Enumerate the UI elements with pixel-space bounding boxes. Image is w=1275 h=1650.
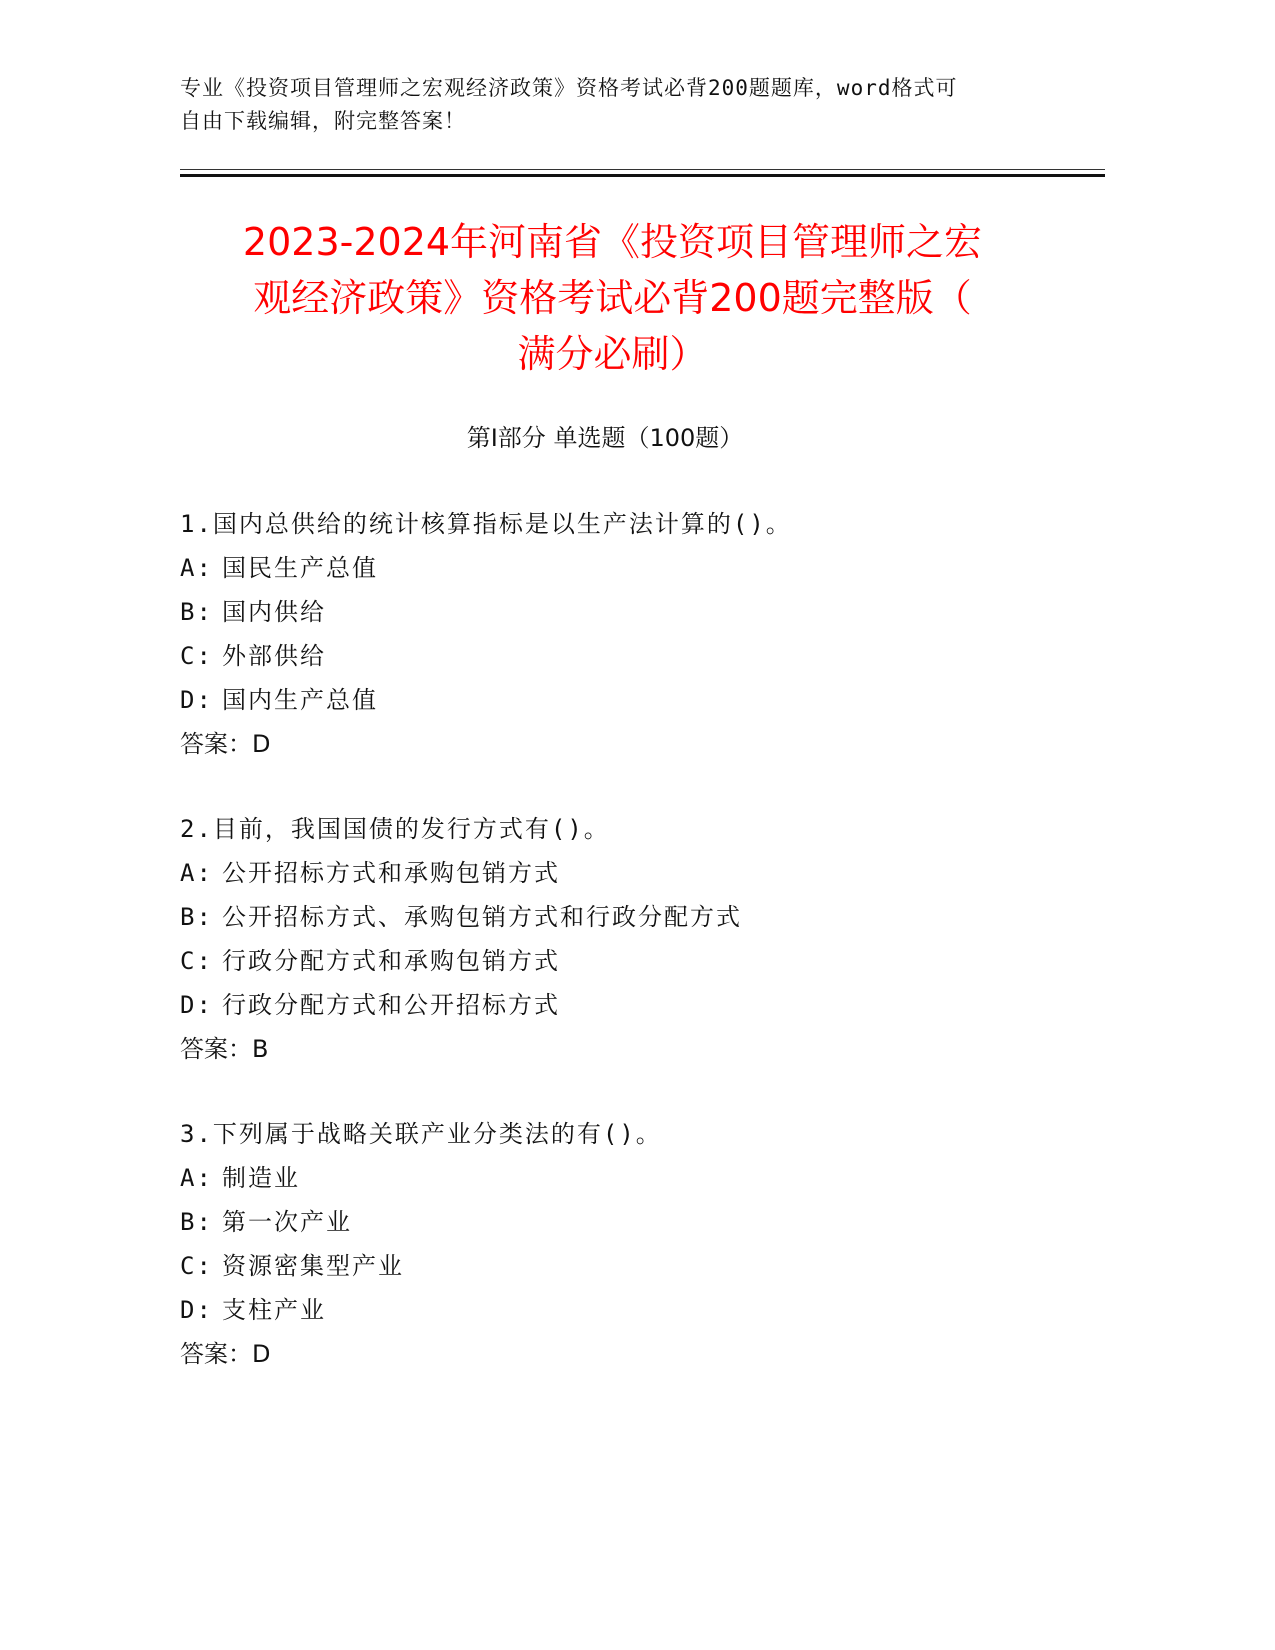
question-2: [180, 807, 1080, 1071]
option-text: 制造业: [222, 1164, 300, 1192]
option-text: 国民生产总值: [222, 554, 378, 582]
question-stem: 2.目前，我国国债的发行方式有()。: [180, 815, 610, 843]
option-key: B:: [180, 598, 213, 626]
option-key: B:: [180, 1208, 213, 1236]
option-c: [180, 1244, 1080, 1288]
option-text: 资源密集型产业: [222, 1252, 404, 1280]
option-key: D:: [180, 1296, 213, 1324]
option-d: [180, 1288, 1080, 1332]
option-key: D:: [180, 991, 213, 1019]
header-note-line-2: 自由下载编辑，附完整答案！: [180, 109, 466, 133]
option-c: [180, 634, 1080, 678]
answer-line: 答案：D: [180, 730, 271, 758]
document-title-line-2: 观经济政策》资格考试必背200题完整版（: [253, 276, 972, 320]
answer-line: 答案：B: [180, 1035, 269, 1063]
option-c: [180, 939, 1080, 983]
option-key: A:: [180, 1164, 213, 1192]
option-text: 支柱产业: [222, 1296, 326, 1324]
option-text: 公开招标方式和承购包销方式: [222, 859, 560, 887]
question-stem: 1.国内总供给的统计核算指标是以生产法计算的()。: [180, 510, 792, 538]
question-1: [180, 502, 1080, 766]
question-stem: 3.下列属于战略关联产业分类法的有()。: [180, 1120, 662, 1148]
option-text: 国内供给: [222, 598, 326, 626]
document-title-line-3: 满分必刷）: [517, 332, 708, 376]
option-key: C:: [180, 947, 213, 975]
option-key: A:: [180, 859, 213, 887]
document-title-line-1: 2023-2024年河南省《投资项目管理师之宏: [242, 220, 983, 264]
option-a: [180, 1156, 1080, 1200]
option-key: B:: [180, 903, 213, 931]
option-a: [180, 546, 1080, 590]
option-d: [180, 983, 1080, 1027]
header-note: [180, 72, 1040, 138]
option-a: [180, 851, 1080, 895]
option-d: [180, 678, 1080, 722]
option-b: [180, 590, 1080, 634]
option-text: 外部供给: [222, 642, 326, 670]
option-text: 行政分配方式和公开招标方式: [222, 991, 560, 1019]
answer-line: 答案：D: [180, 1340, 271, 1368]
option-text: 公开招标方式、承购包销方式和行政分配方式: [222, 903, 742, 931]
option-text: 国内生产总值: [222, 686, 378, 714]
header-divider-thin: [180, 169, 1105, 170]
option-text: 行政分配方式和承购包销方式: [222, 947, 560, 975]
option-key: D:: [180, 686, 213, 714]
header-note-line-1: 专业《投资项目管理师之宏观经济政策》资格考试必背200题题库，word格式可: [180, 76, 958, 100]
option-key: C:: [180, 1252, 213, 1280]
option-key: C:: [180, 642, 213, 670]
option-key: A:: [180, 554, 213, 582]
section-title: 第Ⅰ部分 单选题（100题）: [466, 424, 744, 452]
option-text: 第一次产业: [222, 1208, 352, 1236]
header-divider-thick: [180, 174, 1105, 177]
question-3: [180, 1112, 1080, 1376]
document-title: [160, 214, 1065, 382]
option-b: [180, 895, 1080, 939]
option-b: [180, 1200, 1080, 1244]
